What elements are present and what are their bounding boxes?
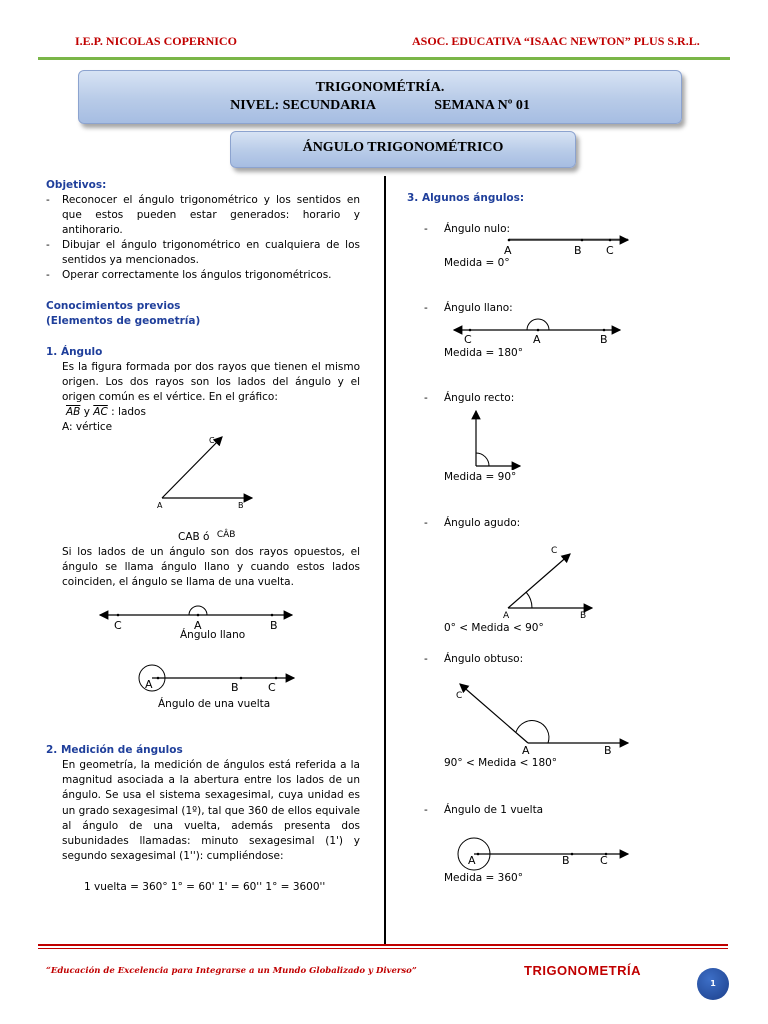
full-turn-figure [136,660,296,696]
right-angle-label: Ángulo recto: [444,392,515,404]
full-turn-label: Ángulo de 1 vuelta [444,804,544,816]
point-c-label: C [268,681,276,694]
objetivo-item: Reconocer el ángulo trigonométrico y los sentidos en que estos pueden estar generados: horario y antihorario. [62,194,360,237]
bullet-dash: - [46,194,50,206]
level-text: NIVEL: SECUNDARIA [230,98,376,113]
bullet-dash: - [424,653,428,665]
lados-line [66,405,146,420]
footer-divider [38,944,728,946]
page-number: 1 [697,968,729,1000]
ray-ac-line [162,437,222,498]
full-turn-measure: Medida = 360° [444,872,523,884]
obtuse-angle-figure [452,680,630,758]
llano-caption: Ángulo llano [180,629,246,641]
footer-subject: TRIGONOMETRÍA [524,963,641,978]
week-text: SEMANA Nº 01 [434,98,530,113]
obtuse-angle-measure: 90° < Medida < 180° [444,757,558,769]
level-week-line [79,98,681,114]
point-c-label: C [606,244,614,257]
bullet-dash: - [424,517,428,529]
objetivo-item: Operar correctamente los ángulos trigonométricos. [62,269,332,281]
topic-banner [230,131,576,168]
cab-notation [178,528,235,545]
point-a-label: A [145,678,153,691]
point-a-label: A [468,854,476,867]
vuelta-caption: Ángulo de una vuelta [158,698,271,710]
objetivo-item: Dibujar el ángulo trigonométrico en cualquiera de los sentidos ya mencionados. [62,239,360,267]
point-a-label: A [157,501,163,510]
column-divider [384,176,386,946]
acute-angle-figure [496,540,594,624]
objetivos-heading: Objetivos: [46,179,107,191]
conj-y: y [83,406,90,418]
point-b-label: B [231,681,239,694]
section-1-text: Es la figura formada por dos rayos que tienen el mismo origen. Los dos rayos son los lados del ángulo y el origen común es el vértice. En el gráfico: [62,361,360,404]
vertice-text: A: vértice [62,421,113,433]
bullet-dash: - [424,392,428,404]
null-angle-figure [498,232,630,258]
obtuse-angle-label: Ángulo obtuso: [444,653,524,665]
right-angle-measure: Medida = 90° [444,471,517,483]
bullet-dash: - [424,804,428,816]
cab-text: CAB ó [178,531,210,543]
acute-angle-measure: 0° < Medida < 90° [444,622,544,634]
point-b-label: B [562,854,570,867]
point-b-label: B [580,611,587,621]
null-angle-label: Ángulo nulo: [444,223,511,235]
point-b-label: B [604,744,612,757]
header-divider [38,57,730,60]
point-b-label: B [238,501,244,510]
full-turn-figure-right [454,834,630,874]
bullet-dash: - [424,223,428,235]
title-banner [78,70,682,124]
bullet-dash: - [424,302,428,314]
section-2-heading: 2. Medición de ángulos [46,744,183,756]
section-2-text: En geometría, la medición de ángulos está referida a la magnitud asociada a la abertura entre los lados de un ángulo. Se usa el sistema sexagesimal, cuya unidad es un grado sexagesimal (1º), tal que 360 de ellos equivale al ángulo de una vuelta, además presenta dos subunidades llamadas: minuto sexagesimal (1') y segundo sexagesimal (1''): cumpliéndose: [62,759,360,863]
section-1-heading: 1. Ángulo [46,346,103,358]
point-c-label: C [209,436,215,445]
straight-angle-figure-right [452,316,622,344]
topic-title: ÁNGULO TRIGONOMÉTRICO [302,140,504,155]
point-c-label: C [600,854,608,867]
point-c-label: C [464,333,472,344]
sexagesimal-formula: 1 vuelta = 360° 1° = 60' 1' = 60'' 1° = 3600'' [84,881,326,893]
point-c-label: C [456,691,463,701]
llano-vuelta-text: Si los lados de un ángulo son dos rayos opuestos, el ángulo se llama ángulo llano y cuando estos lados coinciden, el ángulo se llama de una vuelta. [62,546,360,589]
point-a-label: A [194,619,202,631]
point-b-label: B [574,244,582,257]
point-c-label: C [114,619,122,631]
point-c-label: C [551,546,558,556]
null-angle-measure: Medida = 0° [444,257,510,269]
conocimientos-subheading: (Elementos de geometría) [46,315,201,327]
point-a-label: A [522,744,530,757]
footer-motto: “Educación de Excelencia para Integrarse a un Mundo Globalizado y Diverso” [46,966,417,976]
course-title: TRIGONOMÉTRÍA. [315,80,445,95]
point-b-label: B [600,333,608,344]
point-a-label: A [533,333,541,344]
conocimientos-heading: Conocimientos previos [46,300,181,312]
bullet-dash: - [46,239,50,251]
ray-ab: $\overline{AB}$ [66,406,81,418]
footer-divider-thin [38,948,728,949]
acute-angle-label: Ángulo agudo: [444,517,521,529]
right-angle-figure [470,408,522,470]
header-association: ASOC. EDUCATIVA “ISAAC NEWTON” PLUS S.R.L. [412,34,700,48]
lados-text: : lados [111,406,146,418]
point-a-label: A [503,611,510,621]
angle-figure [150,430,260,515]
straight-angle-label: Ángulo llano: [444,302,513,314]
cab-hat: CÂB [216,530,236,540]
ray-ac: $\overline{AC}$ [93,406,108,418]
section-3-heading: 3. Algunos ángulos: [407,192,525,204]
straight-angle-figure [98,603,294,631]
point-b-label: B [270,619,278,631]
straight-angle-measure: Medida = 180° [444,347,523,359]
point-a-label: A [504,244,512,257]
bullet-dash: - [46,269,50,281]
header-school: I.E.P. NICOLAS COPERNICO [75,34,237,48]
